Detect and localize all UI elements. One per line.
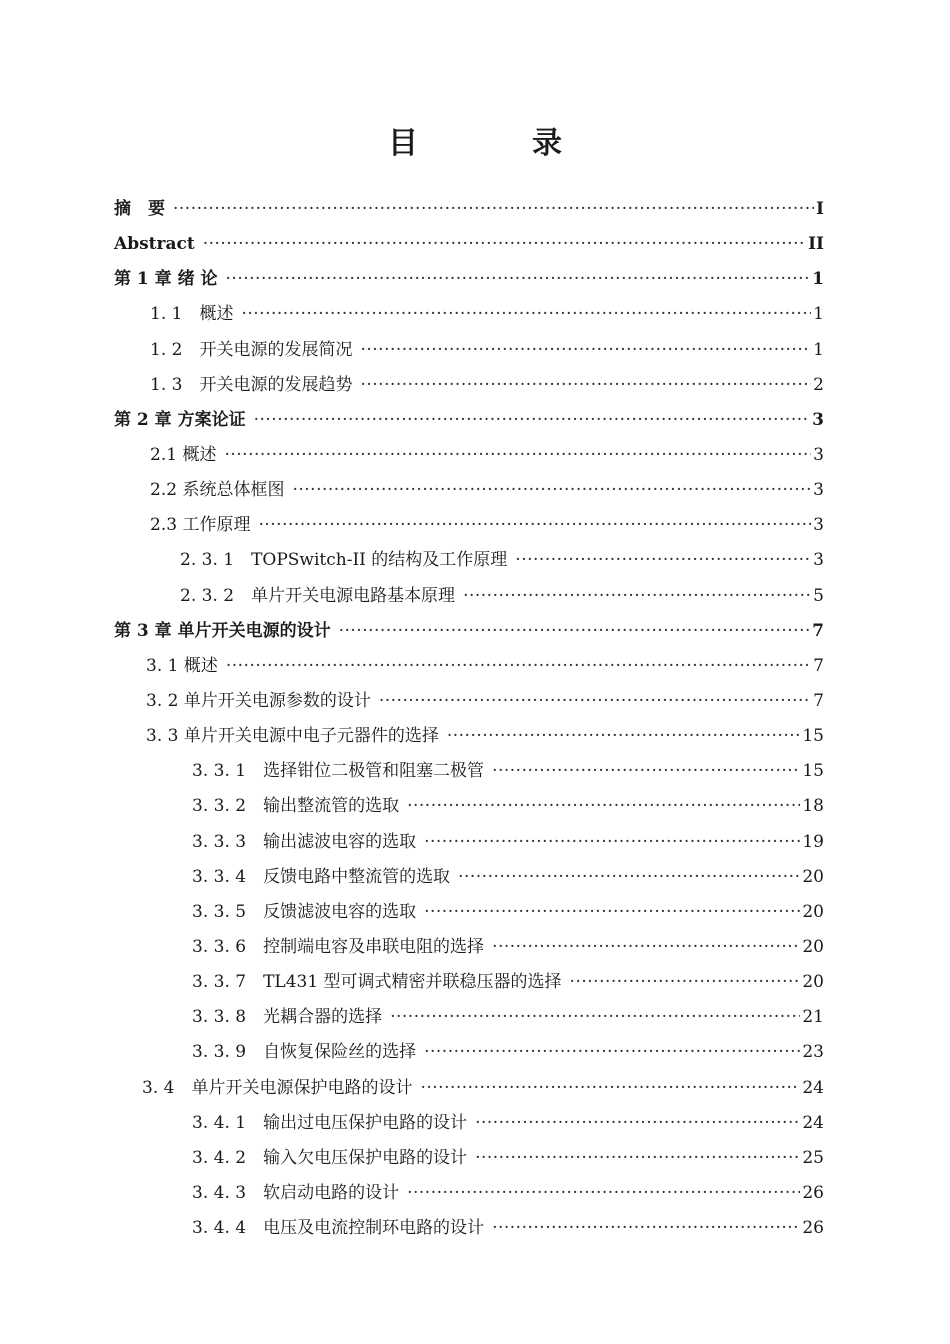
toc-entry[interactable] xyxy=(114,192,824,227)
dot-leader xyxy=(258,508,811,543)
toc-entry-label: 1. 1 概述 xyxy=(150,304,234,325)
toc-entry-page-number: II xyxy=(808,234,824,255)
toc-entry[interactable] xyxy=(114,227,824,262)
toc-entry[interactable] xyxy=(114,649,824,684)
toc-entry[interactable] xyxy=(114,789,824,824)
toc-entry[interactable] xyxy=(114,403,824,438)
toc-entry-label: 2. 3. 2 单片开关电源电路基本原理 xyxy=(180,585,456,606)
dot-leader xyxy=(492,1211,800,1246)
toc-entry[interactable] xyxy=(114,895,824,930)
dot-leader xyxy=(407,789,800,824)
toc-entry-page-number: 21 xyxy=(802,1007,824,1028)
dot-leader xyxy=(292,473,811,508)
toc-entry[interactable] xyxy=(114,754,824,789)
toc-entry-label: 3. 3. 8 光耦合器的选择 xyxy=(192,1007,383,1028)
toc-entry-page-number: 1 xyxy=(812,269,824,290)
toc-entry-page-number: 15 xyxy=(802,761,824,782)
dot-leader xyxy=(424,1035,800,1070)
toc-entry-page-number: 20 xyxy=(802,901,824,922)
dot-leader xyxy=(515,543,811,578)
toc-entry[interactable] xyxy=(114,1211,824,1246)
toc-entry-label: 3. 4. 2 输入欠电压保护电路的设计 xyxy=(192,1147,468,1168)
toc-entry[interactable] xyxy=(114,1000,824,1035)
page-title: 目 录 xyxy=(388,126,604,161)
dot-leader xyxy=(475,1106,800,1141)
toc-entry-page-number: 7 xyxy=(812,620,824,641)
toc-entry-label: 第 2 章 方案论证 xyxy=(114,409,246,430)
toc-entry-label: 2.2 系统总体框图 xyxy=(150,480,285,501)
toc-entry[interactable] xyxy=(114,860,824,895)
toc-entry-label: 3. 4. 4 电压及电流控制环电路的设计 xyxy=(192,1218,485,1239)
toc-entry-label: 3. 3. 1 选择钳位二极管和阻塞二极管 xyxy=(192,761,485,782)
toc-entry[interactable] xyxy=(114,543,824,578)
toc-entry-page-number: 18 xyxy=(802,796,824,817)
toc-entry-label: 摘 要 xyxy=(114,199,165,219)
toc-entry[interactable] xyxy=(114,1035,824,1070)
toc-entry-label: 3. 1 概述 xyxy=(146,655,218,676)
toc-entry[interactable] xyxy=(114,297,824,332)
toc-entry-page-number: 3 xyxy=(813,444,824,465)
toc-entry-page-number: 3 xyxy=(813,480,824,501)
toc-entry-page-number: 24 xyxy=(802,1077,824,1098)
dot-leader xyxy=(203,227,806,262)
toc-entry[interactable] xyxy=(114,473,824,508)
dot-leader xyxy=(173,192,814,227)
toc-entry-label: 3. 2 单片开关电源参数的设计 xyxy=(146,690,371,711)
dot-leader xyxy=(241,297,811,332)
dot-leader xyxy=(226,649,811,684)
dot-leader xyxy=(447,719,801,754)
dot-leader xyxy=(492,754,800,789)
toc-entry-label: 3. 4. 1 输出过电压保护电路的设计 xyxy=(192,1112,468,1133)
toc-entry-page-number: 25 xyxy=(802,1147,824,1168)
dot-leader xyxy=(360,368,811,403)
toc-entry-page-number: 23 xyxy=(802,1042,824,1063)
dot-leader xyxy=(424,825,800,860)
toc-entry-page-number: 5 xyxy=(813,585,824,606)
toc-entry-page-number: 15 xyxy=(802,726,824,747)
toc-entry-page-number: 26 xyxy=(802,1182,824,1203)
dot-leader xyxy=(475,1141,800,1176)
dot-leader xyxy=(424,895,800,930)
toc-entry-label: 第 1 章 绪 论 xyxy=(114,269,218,290)
toc-entry[interactable] xyxy=(114,1106,824,1141)
dot-leader xyxy=(360,333,811,368)
toc-entry[interactable] xyxy=(114,333,824,368)
dot-leader xyxy=(458,860,800,895)
toc-entry-label: 2.1 概述 xyxy=(150,444,217,465)
toc-entry-page-number: 3 xyxy=(813,515,824,536)
dot-leader xyxy=(224,438,811,473)
toc-entry[interactable] xyxy=(114,930,824,965)
toc-entry-label: 3. 3. 4 反馈电路中整流管的选取 xyxy=(192,866,451,887)
dot-leader xyxy=(407,1176,800,1211)
dot-leader xyxy=(570,965,801,1000)
toc-entry[interactable] xyxy=(114,262,824,297)
toc-entry[interactable] xyxy=(114,1071,824,1106)
dot-leader xyxy=(339,614,811,649)
toc-entry-label: 3. 3 单片开关电源中电子元器件的选择 xyxy=(146,726,439,747)
toc-entry-page-number: 3 xyxy=(812,409,824,430)
toc-entry-page-number: 20 xyxy=(802,866,824,887)
toc-entry-page-number: 19 xyxy=(802,831,824,852)
toc-entry-page-number: 3 xyxy=(813,550,824,571)
toc-entry-page-number: I xyxy=(816,199,824,219)
toc-entry[interactable] xyxy=(114,508,824,543)
toc-entry[interactable] xyxy=(114,1141,824,1176)
toc-entry-page-number: 7 xyxy=(813,655,824,676)
toc-entry[interactable] xyxy=(114,579,824,614)
toc-entry[interactable] xyxy=(114,614,824,649)
toc-entry-page-number: 1 xyxy=(813,304,824,325)
toc-entry[interactable] xyxy=(114,965,824,1000)
toc-entry-page-number: 7 xyxy=(813,690,824,711)
dot-leader xyxy=(420,1071,800,1106)
toc-entry-label: 2. 3. 1 TOPSwitch-II 的结构及工作原理 xyxy=(180,550,508,571)
toc-entry[interactable] xyxy=(114,719,824,754)
toc-entry-label: 3. 4. 3 软启动电路的设计 xyxy=(192,1182,400,1203)
toc-entry-page-number: 1 xyxy=(813,339,824,360)
toc-entry-label: 3. 3. 9 自恢复保险丝的选择 xyxy=(192,1042,417,1063)
dot-leader xyxy=(226,262,811,297)
toc-entry-label: 第 3 章 单片开关电源的设计 xyxy=(114,620,331,641)
toc-entry-label: Abstract xyxy=(114,234,195,255)
toc-entry-page-number: 26 xyxy=(802,1218,824,1239)
dot-leader xyxy=(254,403,811,438)
toc-entry-page-number: 24 xyxy=(802,1112,824,1133)
toc-entry-label: 3. 4 单片开关电源保护电路的设计 xyxy=(142,1077,413,1098)
dot-leader xyxy=(379,684,811,719)
dot-leader xyxy=(492,930,800,965)
toc-entry[interactable] xyxy=(114,825,824,860)
toc-entry-page-number: 20 xyxy=(802,936,824,957)
table-of-contents xyxy=(114,192,824,1246)
toc-entry-page-number: 20 xyxy=(802,972,824,993)
toc-entry[interactable] xyxy=(114,684,824,719)
dot-leader xyxy=(463,579,811,614)
toc-entry-page-number: 2 xyxy=(813,374,824,395)
toc-entry-label: 1. 3 开关电源的发展趋势 xyxy=(150,374,353,395)
toc-entry[interactable] xyxy=(114,368,824,403)
toc-entry-label: 3. 3. 3 输出滤波电容的选取 xyxy=(192,831,417,852)
toc-entry-label: 3. 3. 7 TL431 型可调式精密并联稳压器的选择 xyxy=(192,972,562,993)
toc-entry-label: 2.3 工作原理 xyxy=(150,515,251,536)
toc-entry-label: 3. 3. 6 控制端电容及串联电阻的选择 xyxy=(192,936,485,957)
toc-entry-label: 1. 2 开关电源的发展简况 xyxy=(150,339,353,360)
toc-entry[interactable] xyxy=(114,1176,824,1211)
toc-entry-label: 3. 3. 2 输出整流管的选取 xyxy=(192,796,400,817)
toc-entry-label: 3. 3. 5 反馈滤波电容的选取 xyxy=(192,901,417,922)
dot-leader xyxy=(390,1000,800,1035)
toc-entry[interactable] xyxy=(114,438,824,473)
